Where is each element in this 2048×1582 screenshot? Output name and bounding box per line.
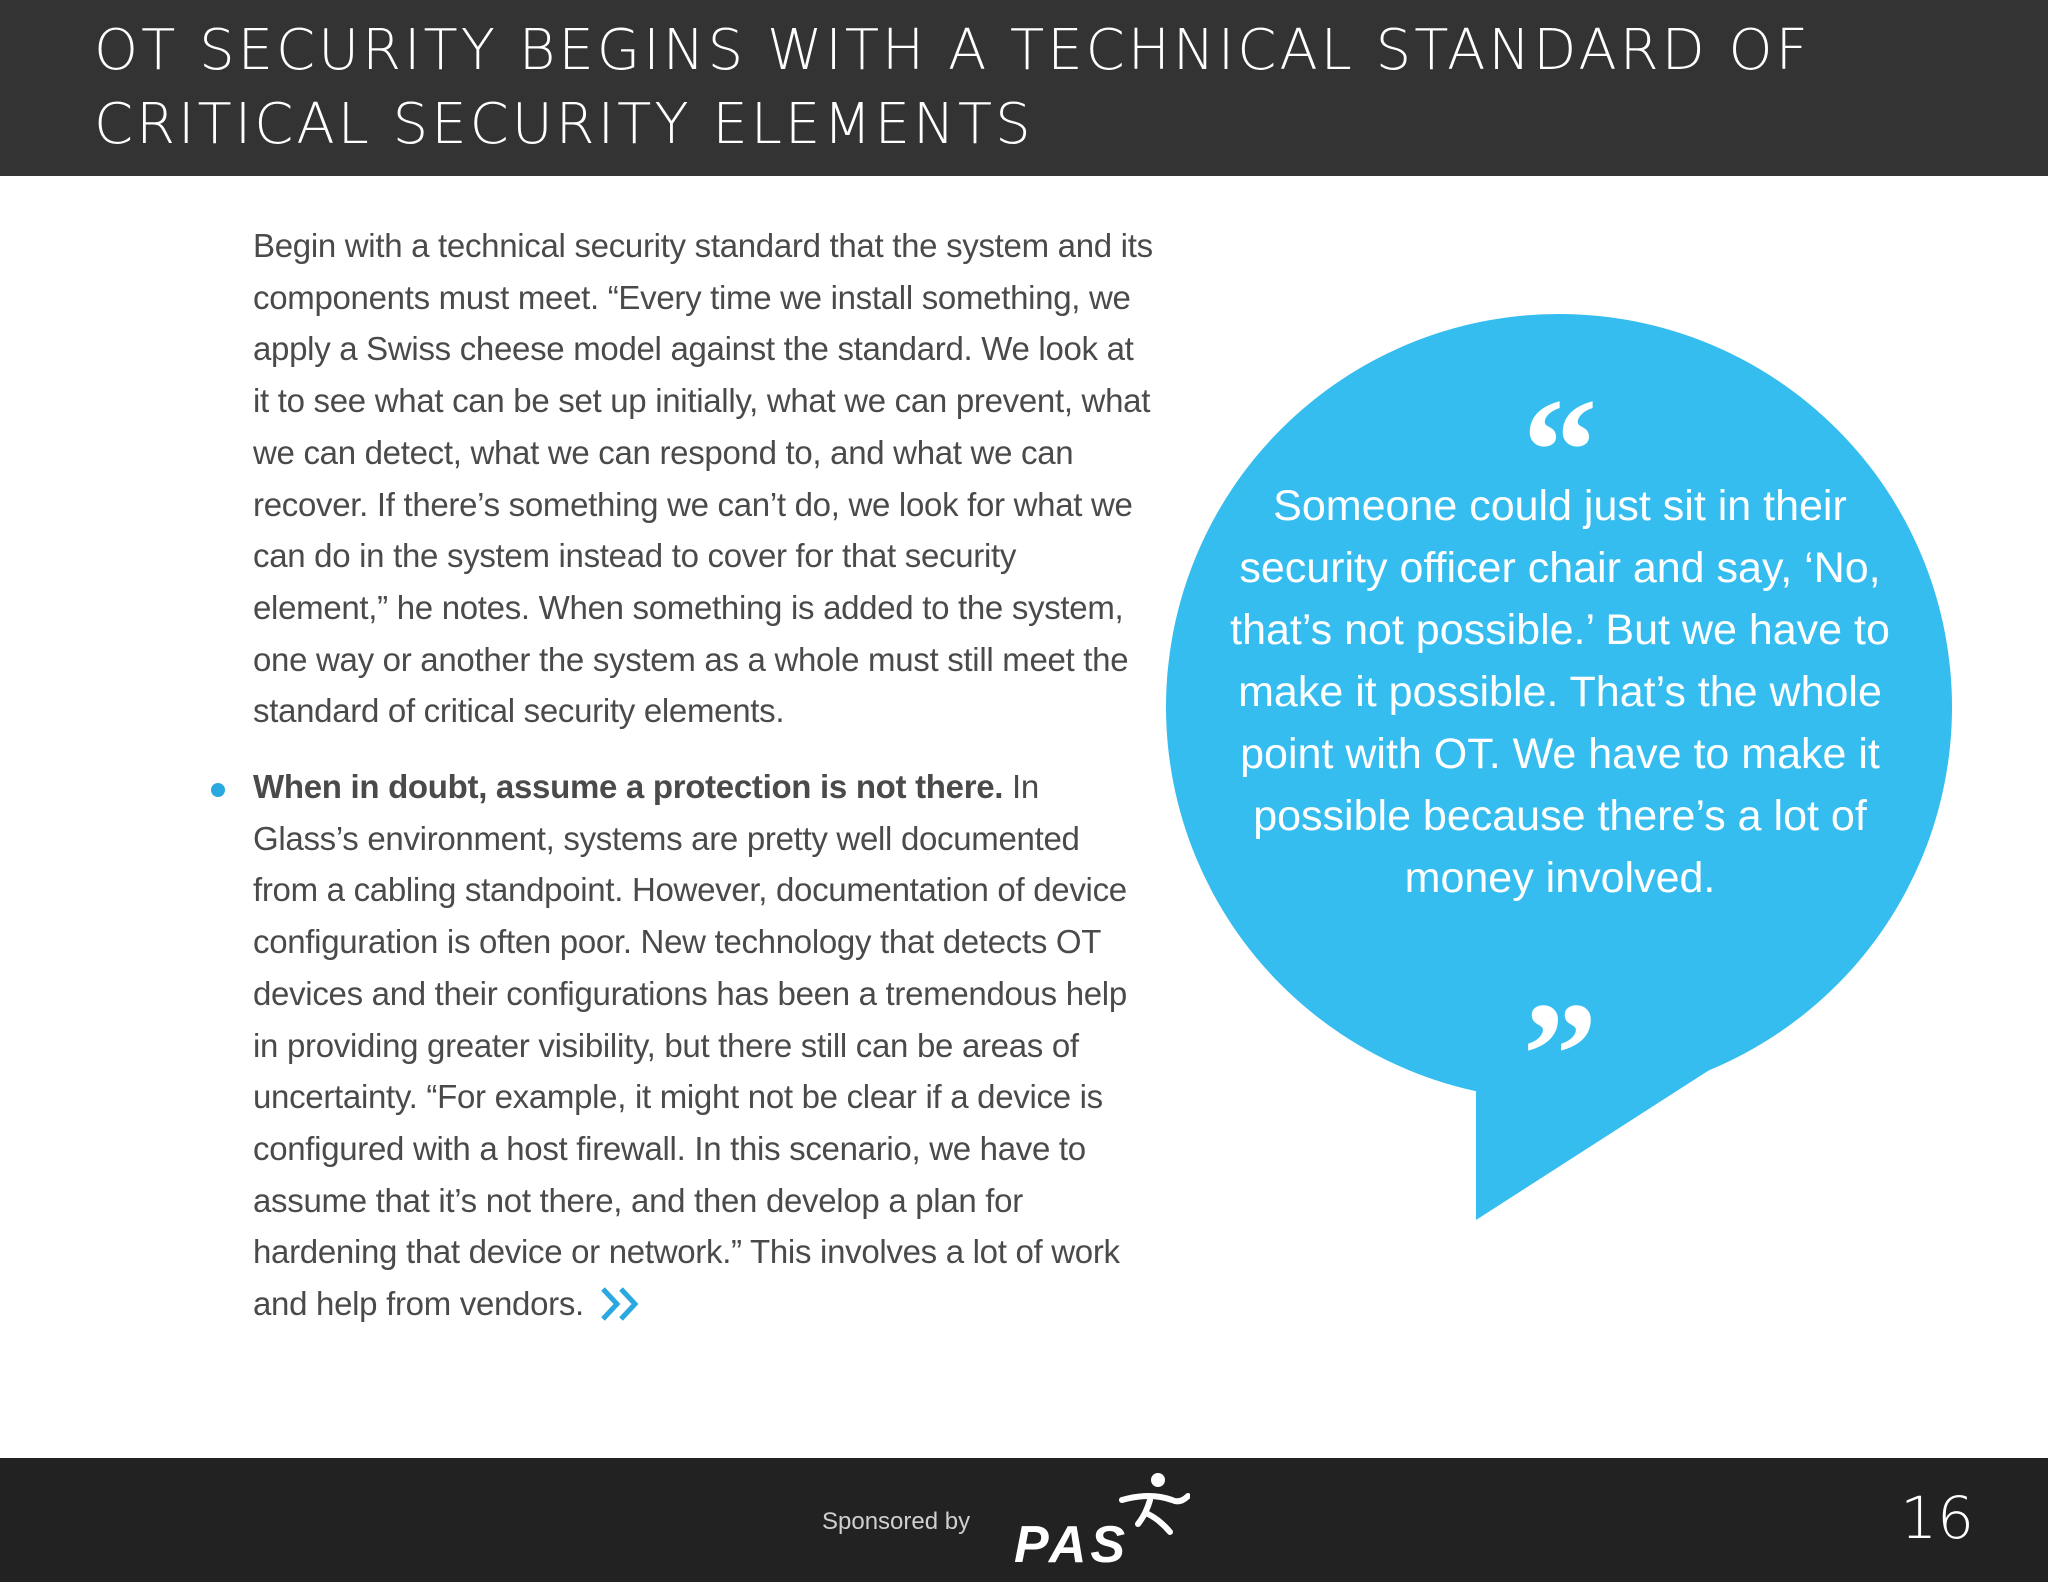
- sponsor-logo[interactable]: [1010, 1470, 1190, 1575]
- page-title: OT SECURITY BEGINS WITH A TECHNICAL STANDARD OF CRITICAL SECURITY ELEMENTS: [94, 18, 1811, 157]
- page-number: 16: [1900, 1484, 1974, 1552]
- logo-wordmark: PAS: [1014, 1516, 1130, 1570]
- open-quote-icon: “: [1522, 368, 1598, 534]
- bullet-body-text: In Glass’s environment, systems are pretty well documented from a cabling standpoint. However, documentation of device configuration is often poor. New technology that detects OT devices and their configurations has been a tremendous help in providing greater visibility, but there still can be areas of uncertainty. “For example, it might not be clear if a device is configured with a host firewall. In this scenario, we have to assume that it’s not there, and then develop a plan for hardening that device or network.” This involves a lot of work and help from vendors.: [253, 768, 1127, 1323]
- pull-quote-text: Someone could just sit in their security officer chair and say, ‘No, that’s not possible.’ But we have to make it possible. That’s the whole point with OT. We have to make it possible because there’s a lot of money involved.: [1230, 482, 1890, 902]
- running-figure-icon: [1122, 1473, 1188, 1532]
- close-quote-icon: ”: [1522, 972, 1598, 1138]
- intro-paragraph: Begin with a technical security standard that the system and its components must meet. “Every time we install something, we apply a Swiss cheese model against the standard. We look at it to see what can be set up initially, what we can prevent, what we can detect, what we can respond to, and what we can recover. If there’s something we can’t do, we look for what we can do in the system instead to cover for that security element,” he notes. When something is added to the system, one way or another the system as a whole must still meet the standard of critical security elements.: [253, 227, 1153, 730]
- sponsored-label: Sponsored by: [822, 1508, 971, 1535]
- bullet-lead-text: When in doubt, assume a protection is not there.: [253, 768, 1004, 806]
